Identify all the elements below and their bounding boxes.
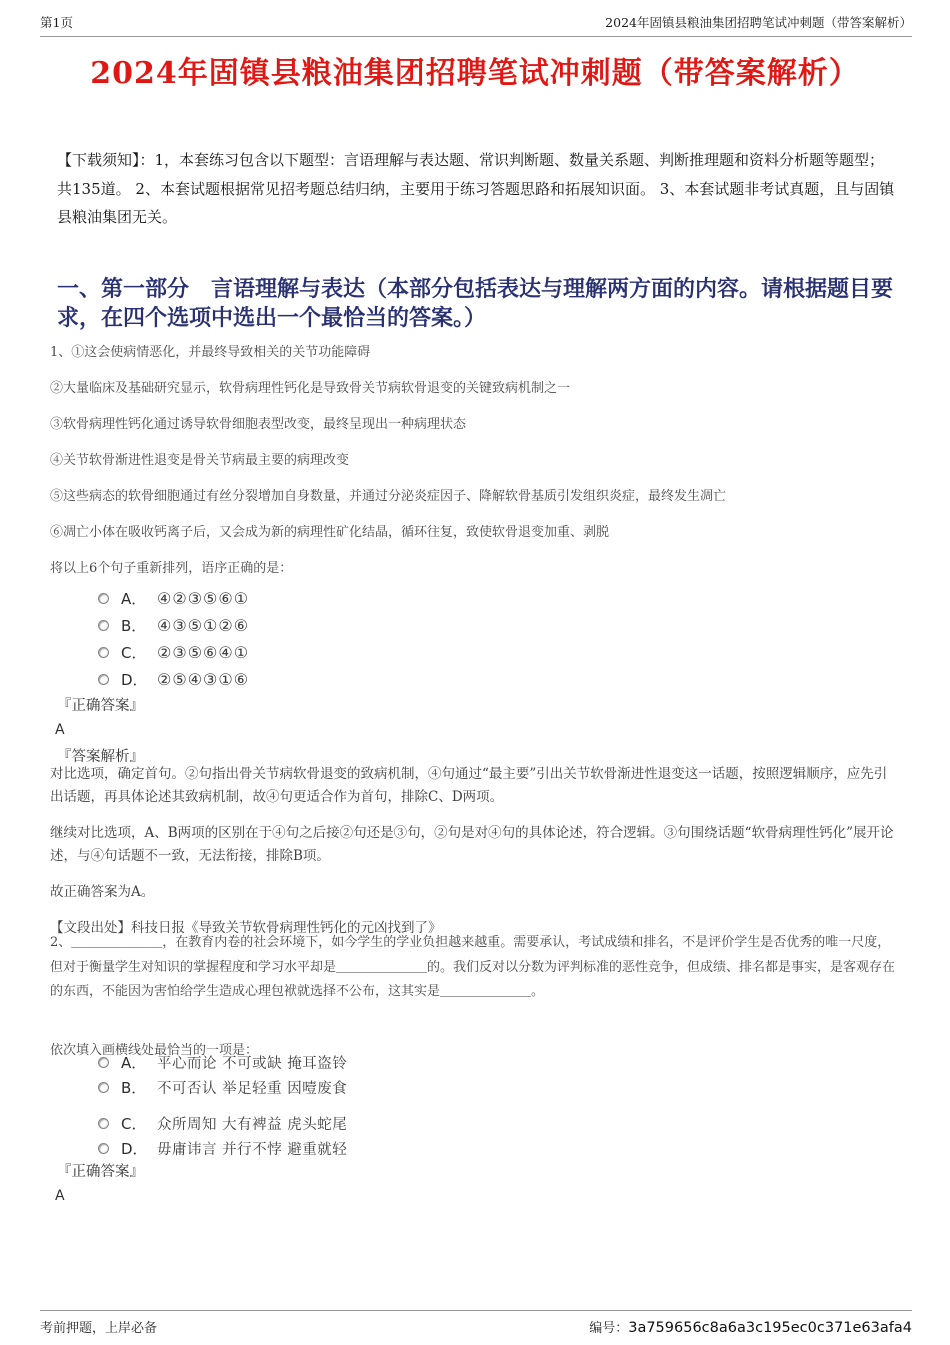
q2-option-a[interactable]: [98, 1050, 347, 1075]
q1-sentence-4: ④关节软骨渐进性退变是骨关节病最主要的病理改变: [50, 453, 350, 468]
q2-correct-answer-value: A: [55, 1188, 65, 1204]
radio-button-q1-a[interactable]: [98, 593, 109, 604]
q1-analysis-paragraph-2: 继续对比选项，A、B两项的区别在于④句之后接②句还是③句，②句是对④句的具体论述，符合逻辑。③句围绕话题“软骨病理性钙化”展开论述，与④句话题不一致，无法衔接，排除B项。: [50, 825, 894, 864]
q1-correct-answer-label: 『正确答案』: [57, 698, 144, 714]
q1-option-c-letter: C．: [121, 644, 147, 662]
question-2-options: [98, 1050, 347, 1161]
q1-option-d-text: ②⑤④③①⑥: [157, 670, 250, 689]
q2-option-c-letter: C．: [121, 1115, 147, 1133]
q2-option-a-text: 平心而论 不可或缺 掩耳盗铃: [157, 1056, 348, 1072]
q2-option-a-letter: A．: [121, 1054, 147, 1072]
radio-button-q2-a[interactable]: [98, 1057, 109, 1068]
q1-sentence-2: ②大量临床及基础研究显示，软骨病理性钙化是导致骨关节病软骨退变的关键致病机制之一: [50, 381, 571, 396]
section-heading: 一、第一部分 言语理解与表达（本部分包括表达与理解两方面的内容。请根据题目要求，在四个选项中选出一个最恰当的答案。）: [57, 276, 894, 331]
footer-serial-label: 编号：: [589, 1321, 629, 1336]
q2-correct-answer-label: 『正确答案』: [57, 1164, 144, 1180]
options-gap: [98, 1100, 347, 1111]
q1-option-d-letter: D．: [121, 671, 148, 689]
q2-option-c[interactable]: [98, 1111, 347, 1136]
page-title: 2024年固镇县粮油集团招聘笔试冲刺题（带答案解析）: [90, 56, 860, 91]
q2-option-b-letter: B．: [121, 1079, 147, 1097]
q1-option-b[interactable]: [98, 612, 249, 639]
q1-option-c-text: ②③⑤⑥④①: [157, 643, 250, 662]
q1-option-a[interactable]: [98, 585, 249, 612]
q1-instruction: 将以上6个句子重新排列，语序正确的是：: [50, 561, 293, 576]
q1-option-a-letter: A．: [121, 590, 147, 608]
question-2: [50, 931, 900, 1058]
radio-button-q2-d[interactable]: [98, 1143, 109, 1154]
q1-sentence-3: ③软骨病理性钙化通过诱导软骨细胞表型改变，最终呈现出一种病理状态: [50, 417, 467, 432]
q2-option-d-text: 毋庸讳言 并行不悖 避重就轻: [157, 1142, 348, 1158]
q1-sentence-5: ⑤这些病态的软骨细胞通过有丝分裂增加自身数量，并通过分泌炎症因子、降解软骨基质引发组织炎症，最终发生凋亡: [50, 489, 727, 504]
header-doc-title: 2024年固镇县粮油集团招聘笔试冲刺题（带答案解析）: [605, 15, 912, 30]
q1-option-c[interactable]: [98, 639, 249, 666]
q2-answer-block: [57, 1160, 144, 1211]
q1-source-reference: 【文段出处】科技日报《导致关节软骨病理性钙化的元凶找到了》: [50, 920, 442, 936]
radio-button-q2-b[interactable]: [98, 1082, 109, 1093]
question-1-options: [98, 585, 249, 693]
q1-analysis-label: 『答案解析』: [57, 749, 144, 765]
footer-serial: [589, 1317, 912, 1336]
q1-option-b-text: ④③⑤①②⑥: [157, 616, 250, 635]
q1-correct-answer-value: A: [55, 722, 65, 738]
q2-option-b[interactable]: [98, 1075, 347, 1100]
footer-slogan: 考前押题，上岸必备: [40, 1321, 158, 1336]
question-1-stem: [50, 346, 910, 598]
download-notice: 【下载须知】：1，本套练习包含以下题型：言语理解与表达题、常识判断题、数量关系题、判断推理题和资料分析题等题型；共135道。 2、本套试题根据常见招考题总结归纳，主要用于练习答题思路和拓展知识面。 3、本套试题非考试真题，且与固镇县粮油集团无关。: [57, 151, 895, 226]
q1-analysis-conclusion: 故正确答案为A。: [50, 884, 155, 900]
q1-option-a-text: ④②③⑤⑥①: [157, 589, 250, 608]
q2-instruction: 依次填入画横线处最恰当的一项是：: [50, 1042, 259, 1058]
footer-serial-value: 3a759656c8a6a3c195ec0c371e63afa4: [628, 1320, 912, 1336]
q2-stem: 2、＿＿＿＿＿＿＿，在教育内卷的社会环境下，如今学生的学业负担越来越重。需要承认，考试成绩和排名，不是评价学生是否优秀的唯一尺度，但对于衡量学生对知识的掌握程度和学习水平却是＿＿＿＿＿＿＿的。我们反对以分数为评判标准的恶性竞争，但成绩、排名都是事实，是客观存在的东西，不能因为害怕给学生造成心理包袱就选择不公布，这其实是＿＿＿＿＿＿＿。: [50, 935, 896, 999]
radio-button-q1-b[interactable]: [98, 620, 109, 631]
q1-option-b-letter: B．: [121, 617, 147, 635]
q1-option-d[interactable]: [98, 666, 249, 693]
page-footer: [40, 1310, 912, 1336]
q1-sentence-1: 1、①这会使病情恶化，并最终导致相关的关节功能障碍: [50, 345, 371, 360]
radio-button-q1-d[interactable]: [98, 674, 109, 685]
radio-button-q2-c[interactable]: [98, 1118, 109, 1129]
q2-option-d[interactable]: [98, 1136, 347, 1161]
page-header: [40, 13, 912, 37]
q2-option-b-text: 不可否认 举足轻重 因噎废食: [157, 1081, 348, 1097]
q1-sentence-6: ⑥凋亡小体在吸收钙离子后，又会成为新的病理性矿化结晶，循环往复，致使软骨退变加重、剥脱: [50, 525, 610, 540]
q1-answer-block: [57, 694, 144, 773]
radio-button-q1-c[interactable]: [98, 647, 109, 658]
q2-option-c-text: 众所周知 大有裨益 虎头蛇尾: [157, 1117, 348, 1133]
q1-analysis-paragraph-1: 对比选项，确定首句。②句指出骨关节病软骨退变的致病机制，④句通过“最主要”引出关节软骨渐进性退变这一话题，按照逻辑顺序，应先引出话题，再具体论述其致病机制，故④句更适合作为首句，排除C、D两项。: [50, 766, 888, 805]
q1-analysis: [50, 763, 898, 953]
header-page-number: 第1页: [40, 15, 73, 30]
q2-option-d-letter: D．: [121, 1140, 148, 1158]
